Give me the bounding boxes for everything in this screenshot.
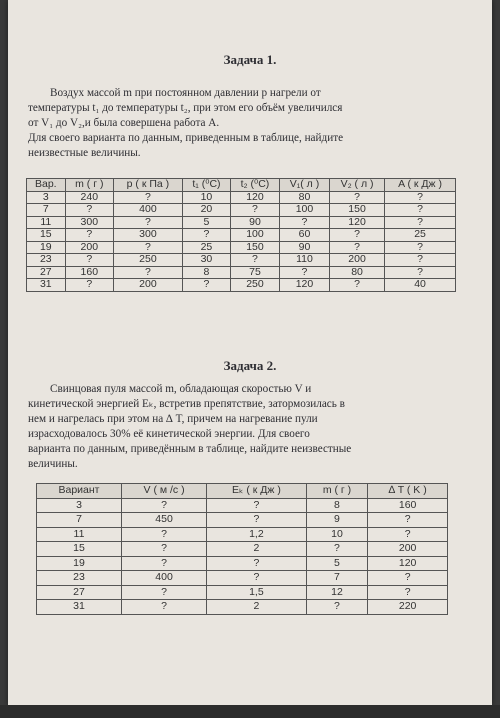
table-row	[27, 241, 456, 254]
table-row	[37, 571, 448, 586]
task1-header-row	[27, 179, 456, 192]
table-cell: ?	[122, 542, 207, 557]
table-cell: 1,5	[207, 585, 307, 600]
task1-header-cell: t₂ (⁰C)	[231, 179, 280, 192]
table-cell: ?	[368, 571, 448, 586]
table-cell: 250	[231, 279, 280, 292]
table-cell: 25	[385, 229, 456, 242]
task1-text-line: Для своего варианта по данным, приведенным в таблице, найдите	[28, 132, 344, 144]
task1-header-cell: m ( г )	[65, 179, 113, 192]
table-cell: ?	[330, 279, 385, 292]
table-cell: ?	[279, 216, 329, 229]
task2-header-cell: Eₖ ( к Дж )	[207, 484, 307, 499]
task1-title: Задача 1.	[223, 52, 277, 67]
table-row	[27, 191, 456, 204]
table-cell: ?	[182, 229, 230, 242]
table-cell: ?	[113, 216, 182, 229]
task1-text-line: от V₁ до V₂,и была совершена работа A.	[28, 117, 220, 129]
task2-text-line: израсходовалось 30% её кинетической энергии. Для своего	[28, 428, 310, 440]
table-cell: ?	[113, 191, 182, 204]
table-cell: 7	[306, 571, 368, 586]
table-cell: 80	[330, 266, 385, 279]
table-cell: ?	[207, 498, 307, 513]
table-cell: ?	[306, 600, 368, 615]
table-cell: 120	[231, 191, 280, 204]
table-row	[27, 216, 456, 229]
table-cell: 25	[182, 241, 230, 254]
table-cell: 31	[27, 279, 66, 292]
task1-header-cell: Вар.	[27, 179, 66, 192]
table-cell: 150	[231, 241, 280, 254]
table-cell: 5	[306, 556, 368, 571]
table-cell: 100	[279, 204, 329, 217]
table-cell: ?	[207, 571, 307, 586]
table-cell: 27	[27, 266, 66, 279]
table-cell: ?	[207, 556, 307, 571]
table-cell: 200	[65, 241, 113, 254]
table-cell: 2	[207, 542, 307, 557]
task2-text-line: Свинцовая пуля массой m, обладающая скоростью V и	[50, 383, 312, 395]
task2-table	[36, 483, 448, 615]
table-cell: 5	[182, 216, 230, 229]
table-cell: 2	[207, 600, 307, 615]
table-cell: ?	[385, 254, 456, 267]
task1-header-cell: p ( к Па )	[113, 179, 182, 192]
table-cell: ?	[113, 241, 182, 254]
table-row	[37, 585, 448, 600]
table-cell: 20	[182, 204, 230, 217]
table-cell: 120	[330, 216, 385, 229]
table-row	[37, 527, 448, 542]
table-cell: 31	[37, 600, 122, 615]
table-cell: ?	[122, 600, 207, 615]
table-cell: ?	[385, 266, 456, 279]
task1-header-cell: V₂ ( л )	[330, 179, 385, 192]
table-cell: ?	[279, 266, 329, 279]
table-cell: ?	[65, 204, 113, 217]
table-cell: 100	[231, 229, 280, 242]
table-cell: ?	[330, 229, 385, 242]
table-cell: ?	[330, 241, 385, 254]
task1-text-line: Воздух массой m при постоянном давлении p нагрели от	[50, 87, 321, 99]
table-row	[37, 542, 448, 557]
task1-table	[26, 178, 456, 292]
table-cell: 250	[113, 254, 182, 267]
table-cell: 75	[231, 266, 280, 279]
table-cell: ?	[385, 216, 456, 229]
table-cell: 1,2	[207, 527, 307, 542]
table-row	[37, 600, 448, 615]
table-cell: 19	[27, 241, 66, 254]
table-cell: 11	[37, 527, 122, 542]
task2-header-cell: m ( г )	[306, 484, 368, 499]
worksheet-page	[8, 0, 492, 705]
table-cell: 150	[330, 204, 385, 217]
table-cell: ?	[207, 513, 307, 528]
table-cell: 200	[113, 279, 182, 292]
table-cell: 160	[65, 266, 113, 279]
table-cell: ?	[122, 527, 207, 542]
table-row	[27, 266, 456, 279]
task2-text-line: величины.	[28, 458, 78, 470]
table-cell: 7	[37, 513, 122, 528]
table-row	[37, 498, 448, 513]
task2-text-line: варианта по данным, приведённым в таблице, найдите неизвестные	[28, 443, 352, 455]
task2-title: Задача 2.	[223, 358, 277, 373]
task2-header-cell: ∆ T ( K )	[368, 484, 448, 499]
table-cell: ?	[122, 585, 207, 600]
table-cell: 8	[306, 498, 368, 513]
table-cell: ?	[385, 204, 456, 217]
task2-text	[28, 382, 446, 472]
table-cell: 220	[368, 600, 448, 615]
table-cell: ?	[113, 266, 182, 279]
table-cell: 110	[279, 254, 329, 267]
table-cell: 9	[306, 513, 368, 528]
table-cell: 23	[27, 254, 66, 267]
task1-text	[28, 86, 446, 161]
table-cell: ?	[65, 229, 113, 242]
table-row	[37, 513, 448, 528]
table-cell: 400	[122, 571, 207, 586]
table-cell: 90	[231, 216, 280, 229]
table-cell: 120	[279, 279, 329, 292]
table-cell: ?	[385, 241, 456, 254]
table-cell: 400	[113, 204, 182, 217]
table-cell: 10	[306, 527, 368, 542]
table-cell: 23	[37, 571, 122, 586]
background-edge	[0, 705, 500, 718]
table-cell: 15	[27, 229, 66, 242]
table-cell: 3	[27, 191, 66, 204]
table-cell: ?	[330, 191, 385, 204]
table-cell: 30	[182, 254, 230, 267]
table-row	[27, 254, 456, 267]
table-cell: ?	[368, 527, 448, 542]
task2-text-line: кинетической энергией Eₖ, встретив препятствие, затормозилась в	[28, 398, 345, 410]
table-cell: ?	[368, 585, 448, 600]
table-cell: ?	[182, 279, 230, 292]
table-cell: 10	[182, 191, 230, 204]
table-cell: 27	[37, 585, 122, 600]
table-cell: ?	[65, 279, 113, 292]
table-cell: ?	[231, 204, 280, 217]
table-cell: 11	[27, 216, 66, 229]
table-row	[27, 229, 456, 242]
task2-header-cell: Вариант	[37, 484, 122, 499]
task1-text-line: температуры t₁ до температуры t₂, при этом его объём увеличился	[28, 102, 343, 114]
table-cell: ?	[368, 513, 448, 528]
task1-text-line: неизвестные величины.	[28, 147, 141, 159]
task1-header-cell: A ( к Дж )	[385, 179, 456, 192]
table-cell: 12	[306, 585, 368, 600]
table-cell: 40	[385, 279, 456, 292]
table-cell: 19	[37, 556, 122, 571]
table-row	[27, 279, 456, 292]
table-cell: 3	[37, 498, 122, 513]
task2-header-cell: V ( м /с )	[122, 484, 207, 499]
table-cell: 7	[27, 204, 66, 217]
table-cell: 300	[65, 216, 113, 229]
table-row	[27, 204, 456, 217]
table-cell: 450	[122, 513, 207, 528]
task1-header-cell: t₁ (⁰C)	[182, 179, 230, 192]
table-cell: ?	[65, 254, 113, 267]
table-cell: 8	[182, 266, 230, 279]
table-cell: 60	[279, 229, 329, 242]
table-cell: 200	[330, 254, 385, 267]
table-cell: 80	[279, 191, 329, 204]
task1-header-cell: V₁( л )	[279, 179, 329, 192]
table-cell: 300	[113, 229, 182, 242]
table-cell: 160	[368, 498, 448, 513]
table-cell: 200	[368, 542, 448, 557]
table-cell: ?	[122, 498, 207, 513]
table-cell: ?	[122, 556, 207, 571]
table-cell: 15	[37, 542, 122, 557]
task2-header-row	[37, 484, 448, 499]
table-cell: ?	[231, 254, 280, 267]
table-row	[37, 556, 448, 571]
table-cell: ?	[385, 191, 456, 204]
table-cell: ?	[306, 542, 368, 557]
table-cell: 120	[368, 556, 448, 571]
table-cell: 240	[65, 191, 113, 204]
task2-text-line: нем и нагрелась при этом на ∆ T, причем на нагревание пули	[28, 413, 318, 425]
table-cell: 90	[279, 241, 329, 254]
